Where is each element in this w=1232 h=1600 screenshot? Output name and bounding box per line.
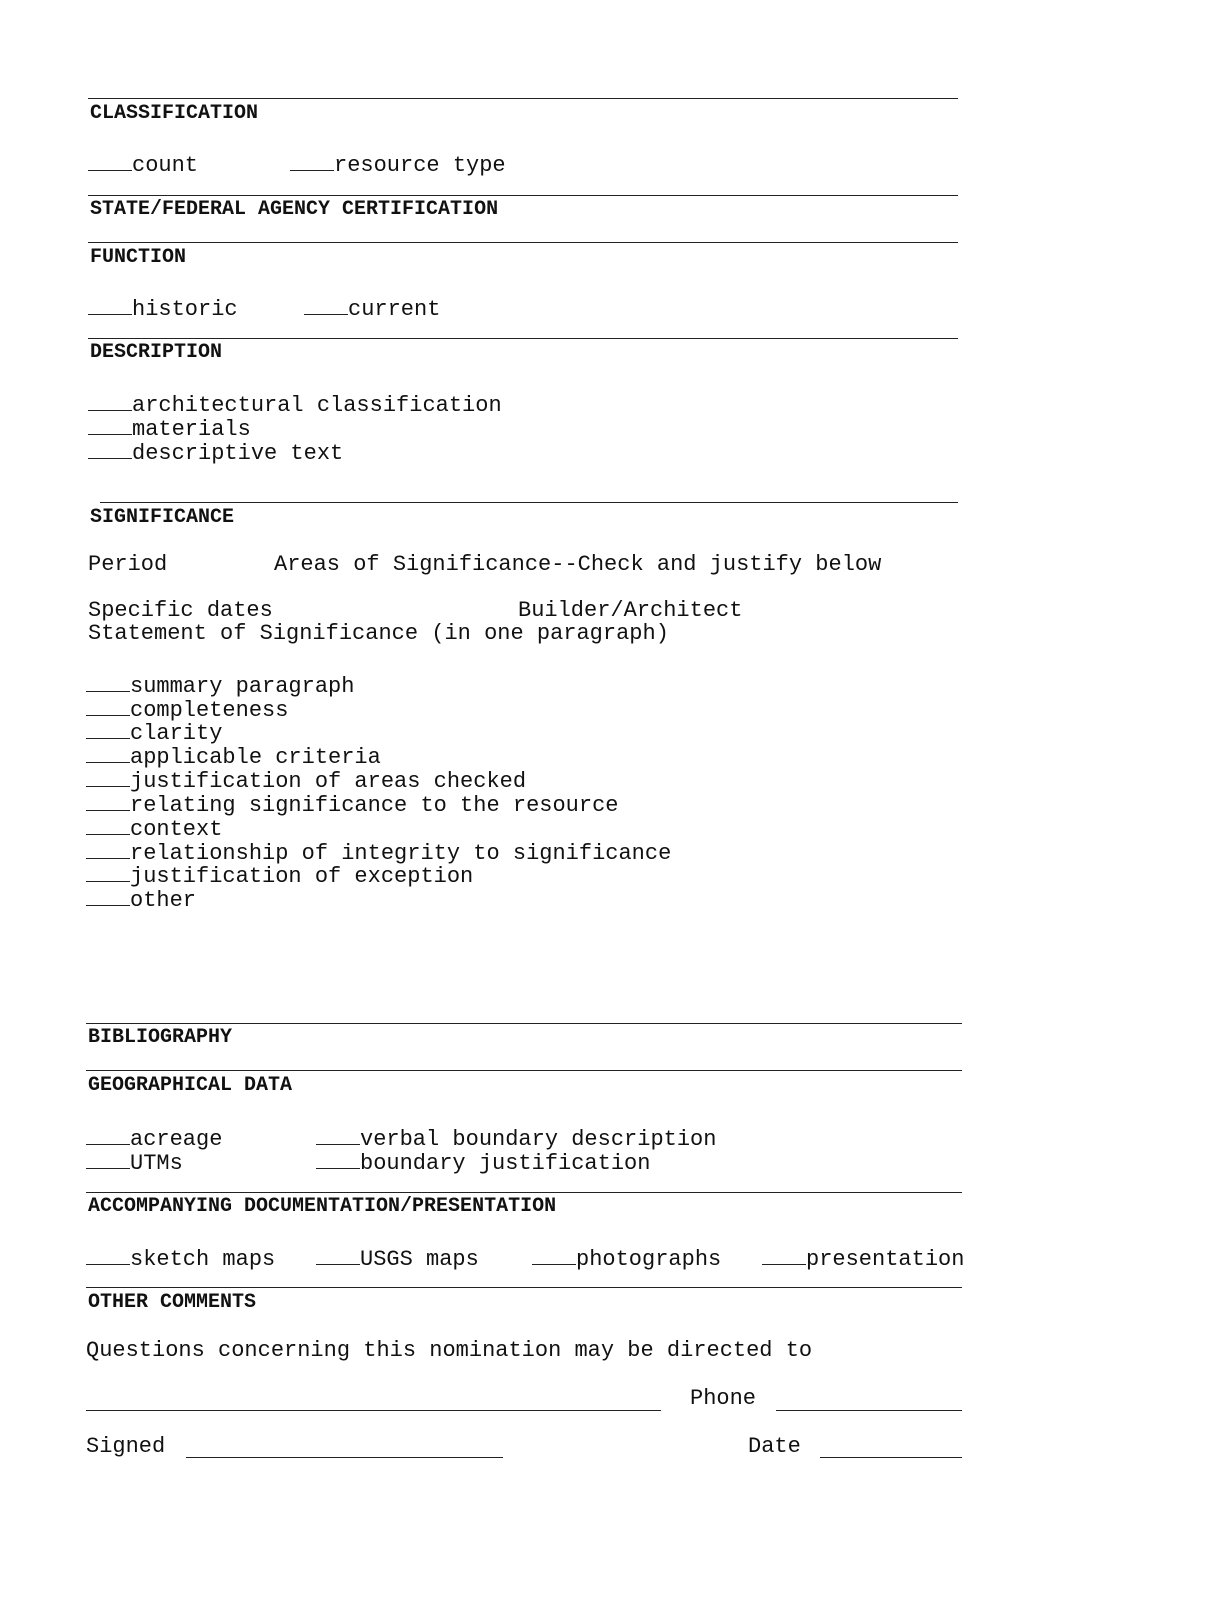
contact-name-field[interactable]: [86, 1410, 661, 1411]
checkbox-architectural-classification[interactable]: architectural classification: [88, 390, 502, 417]
checkbox-acreage[interactable]: acreage: [86, 1124, 222, 1151]
check-blank[interactable]: [86, 790, 130, 811]
checkbox-justification-exception[interactable]: justification of exception: [86, 861, 473, 888]
section-divider: [88, 338, 958, 339]
checkbox-other[interactable]: other: [86, 885, 196, 912]
checkbox-completeness[interactable]: completeness: [86, 695, 288, 722]
check-blank[interactable]: [88, 150, 132, 171]
section-divider: [86, 1023, 962, 1024]
checkbox-photographs[interactable]: photographs: [532, 1244, 721, 1271]
checkbox-count[interactable]: count: [88, 150, 198, 177]
section-divider: [88, 242, 958, 243]
statement-of-significance-label: Statement of Significance (in one paragraph): [88, 621, 669, 646]
check-blank[interactable]: [86, 814, 130, 835]
checkbox-current[interactable]: current: [304, 294, 440, 321]
areas-of-significance-label: Areas of Significance--Check and justify below: [274, 552, 882, 577]
check-blank[interactable]: [86, 766, 130, 787]
builder-architect-label: Builder/Architect: [518, 598, 743, 623]
signed-label: Signed: [86, 1434, 166, 1459]
check-blank[interactable]: [86, 1124, 130, 1145]
description-heading: DESCRIPTION: [90, 341, 223, 364]
checkbox-descriptive-text[interactable]: descriptive text: [88, 438, 343, 465]
signature-field[interactable]: [186, 1457, 503, 1458]
checkbox-applicable-criteria[interactable]: applicable criteria: [86, 742, 381, 769]
check-blank[interactable]: [86, 695, 130, 716]
checkbox-usgs-maps[interactable]: USGS maps: [316, 1244, 479, 1271]
checkbox-historic[interactable]: historic: [88, 294, 238, 321]
check-blank[interactable]: [86, 671, 130, 692]
check-blank[interactable]: [88, 294, 132, 315]
section-divider: [88, 195, 958, 196]
certification-heading: STATE/FEDERAL AGENCY CERTIFICATION: [90, 198, 499, 221]
period-label: Period: [88, 552, 168, 577]
checkbox-summary-paragraph[interactable]: summary paragraph: [86, 671, 354, 698]
section-divider: [88, 98, 958, 99]
checkbox-verbal-boundary[interactable]: verbal boundary description: [316, 1124, 716, 1151]
check-blank[interactable]: [762, 1244, 806, 1265]
check-blank[interactable]: [316, 1244, 360, 1265]
phone-field[interactable]: [776, 1410, 962, 1411]
check-blank[interactable]: [86, 742, 130, 763]
checkbox-boundary-justification[interactable]: boundary justification: [316, 1148, 650, 1175]
checkbox-relationship-integrity[interactable]: relationship of integrity to significance: [86, 838, 671, 865]
significance-heading: SIGNIFICANCE: [90, 506, 235, 529]
documentation-heading: ACCOMPANYING DOCUMENTATION/PRESENTATION: [88, 1195, 557, 1218]
checkbox-utms[interactable]: UTMs: [86, 1148, 183, 1175]
check-blank[interactable]: [532, 1244, 576, 1265]
checkbox-sketch-maps[interactable]: sketch maps: [86, 1244, 275, 1271]
questions-text: Questions concerning this nomination may be directed to: [86, 1338, 813, 1363]
check-blank[interactable]: [88, 414, 132, 435]
checkbox-materials[interactable]: materials: [88, 414, 251, 441]
other-comments-heading: OTHER COMMENTS: [88, 1291, 257, 1314]
date-label: Date: [748, 1434, 801, 1459]
date-field[interactable]: [820, 1457, 962, 1458]
check-blank[interactable]: [86, 838, 130, 859]
checkbox-context[interactable]: context: [86, 814, 222, 841]
check-blank[interactable]: [290, 150, 334, 171]
checkbox-relating-significance[interactable]: relating significance to the resource: [86, 790, 618, 817]
phone-label: Phone: [690, 1386, 757, 1411]
check-blank[interactable]: [304, 294, 348, 315]
check-blank[interactable]: [86, 885, 130, 906]
check-blank[interactable]: [86, 718, 130, 739]
check-blank[interactable]: [86, 1244, 130, 1265]
section-divider: [86, 1192, 962, 1193]
classification-heading: CLASSIFICATION: [90, 102, 259, 125]
checkbox-clarity[interactable]: clarity: [86, 718, 222, 745]
section-divider: [86, 1287, 962, 1288]
check-blank[interactable]: [86, 1148, 130, 1169]
checkbox-resource-type[interactable]: resource type: [290, 150, 506, 177]
checkbox-justification-of-areas[interactable]: justification of areas checked: [86, 766, 526, 793]
checkbox-presentation[interactable]: presentation: [762, 1244, 964, 1271]
check-blank[interactable]: [316, 1148, 360, 1169]
section-divider: [100, 502, 958, 503]
check-blank[interactable]: [316, 1124, 360, 1145]
section-divider: [86, 1070, 962, 1071]
function-heading: FUNCTION: [90, 246, 187, 269]
check-blank[interactable]: [86, 861, 130, 882]
check-blank[interactable]: [88, 390, 132, 411]
specific-dates-label: Specific dates: [88, 598, 273, 623]
geographical-data-heading: GEOGRAPHICAL DATA: [88, 1074, 293, 1097]
bibliography-heading: BIBLIOGRAPHY: [88, 1026, 233, 1049]
check-blank[interactable]: [88, 438, 132, 459]
